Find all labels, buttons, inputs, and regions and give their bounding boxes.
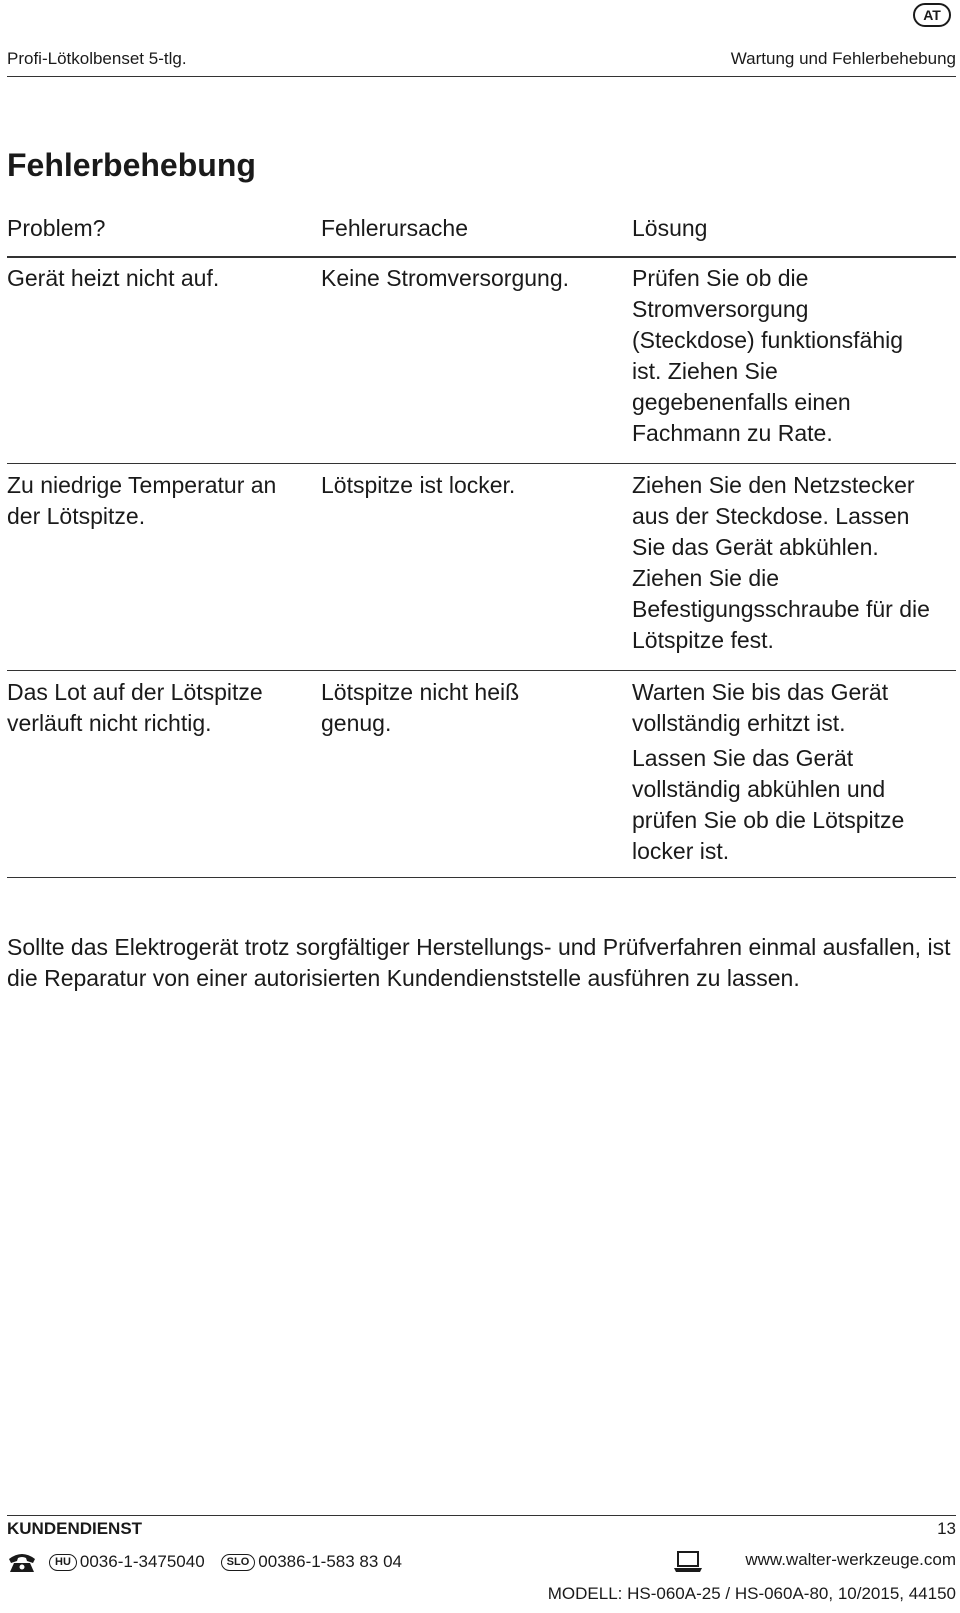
website-link[interactable]: www.walter-werkzeuge.com xyxy=(745,1550,956,1569)
header-divider xyxy=(7,76,956,77)
solution-cell: Prüfen Sie ob die Stromversorgung (Steckdose) funktionsfähig ist. Ziehen Sie gegebenenfalls einen Fachmann zu Rate. xyxy=(632,265,904,446)
problem-cell: Das Lot auf der Lötspitze verläuft nicht richtig. xyxy=(7,679,263,736)
contact-line xyxy=(7,1549,402,1575)
column-header-solution: Lösung xyxy=(632,215,708,241)
cause-cell: Lötspitze nicht heiß genug. xyxy=(321,679,520,736)
solution-text-2: Lassen Sie das Gerät vollständig abkühlen und prüfen Sie ob die Lötspitze locker ist. xyxy=(632,745,905,864)
solution-cell xyxy=(632,677,947,867)
table-row xyxy=(7,263,956,464)
troubleshooting-table xyxy=(7,213,956,878)
telephone-icon xyxy=(7,1551,37,1573)
hu-country-code: HU xyxy=(49,1554,77,1571)
customer-service-label: KUNDENDIENST xyxy=(7,1519,143,1538)
table-header-row xyxy=(7,213,956,258)
slo-phone-number: 00386-1-583 83 04 xyxy=(258,1552,402,1571)
page-title: Fehlerbehebung xyxy=(7,147,256,183)
column-header-problem: Problem? xyxy=(7,215,106,241)
page-number: 13 xyxy=(937,1519,956,1538)
table-row xyxy=(7,470,956,671)
header-product-name: Profi-Lötkolbenset 5-tlg. xyxy=(7,49,187,68)
hu-phone-number: 0036-1-3475040 xyxy=(79,1552,205,1571)
problem-cell: Zu niedrige Temperatur an der Lötspitze. xyxy=(7,472,277,529)
laptop-icon xyxy=(673,1550,703,1574)
cause-cell: Lötspitze ist locker. xyxy=(321,472,516,498)
model-info: MODELL: HS-060A-25 / HS-060A-80, 10/2015, 44150 xyxy=(547,1584,956,1603)
cause-cell: Keine Stromversorgung. xyxy=(321,265,570,291)
slo-country-code: SLO xyxy=(221,1554,256,1571)
repair-note: Sollte das Elektrogerät trotz sorgfältiger Herstellungs- und Prüfverfahren einmal ausfallen, ist die Reparatur von einer autorisierten Kundendienststelle ausführen zu lassen. xyxy=(7,934,951,991)
country-badge: AT xyxy=(913,3,951,27)
solution-cell: Ziehen Sie den Netzstecker aus der Steckdose. Lassen Sie das Gerät abkühlen. Ziehen Sie die Befestigungsschraube für die Lötspitze fest. xyxy=(632,472,930,653)
solution-text-1: Warten Sie bis das Gerät vollständig erhitzt ist. xyxy=(632,679,889,736)
problem-cell: Gerät heizt nicht auf. xyxy=(7,265,220,291)
header-section-name: Wartung und Fehlerbehebung xyxy=(730,49,956,68)
column-header-cause: Fehlerursache xyxy=(321,215,469,241)
table-row xyxy=(7,677,956,878)
footer-divider xyxy=(7,1515,956,1516)
